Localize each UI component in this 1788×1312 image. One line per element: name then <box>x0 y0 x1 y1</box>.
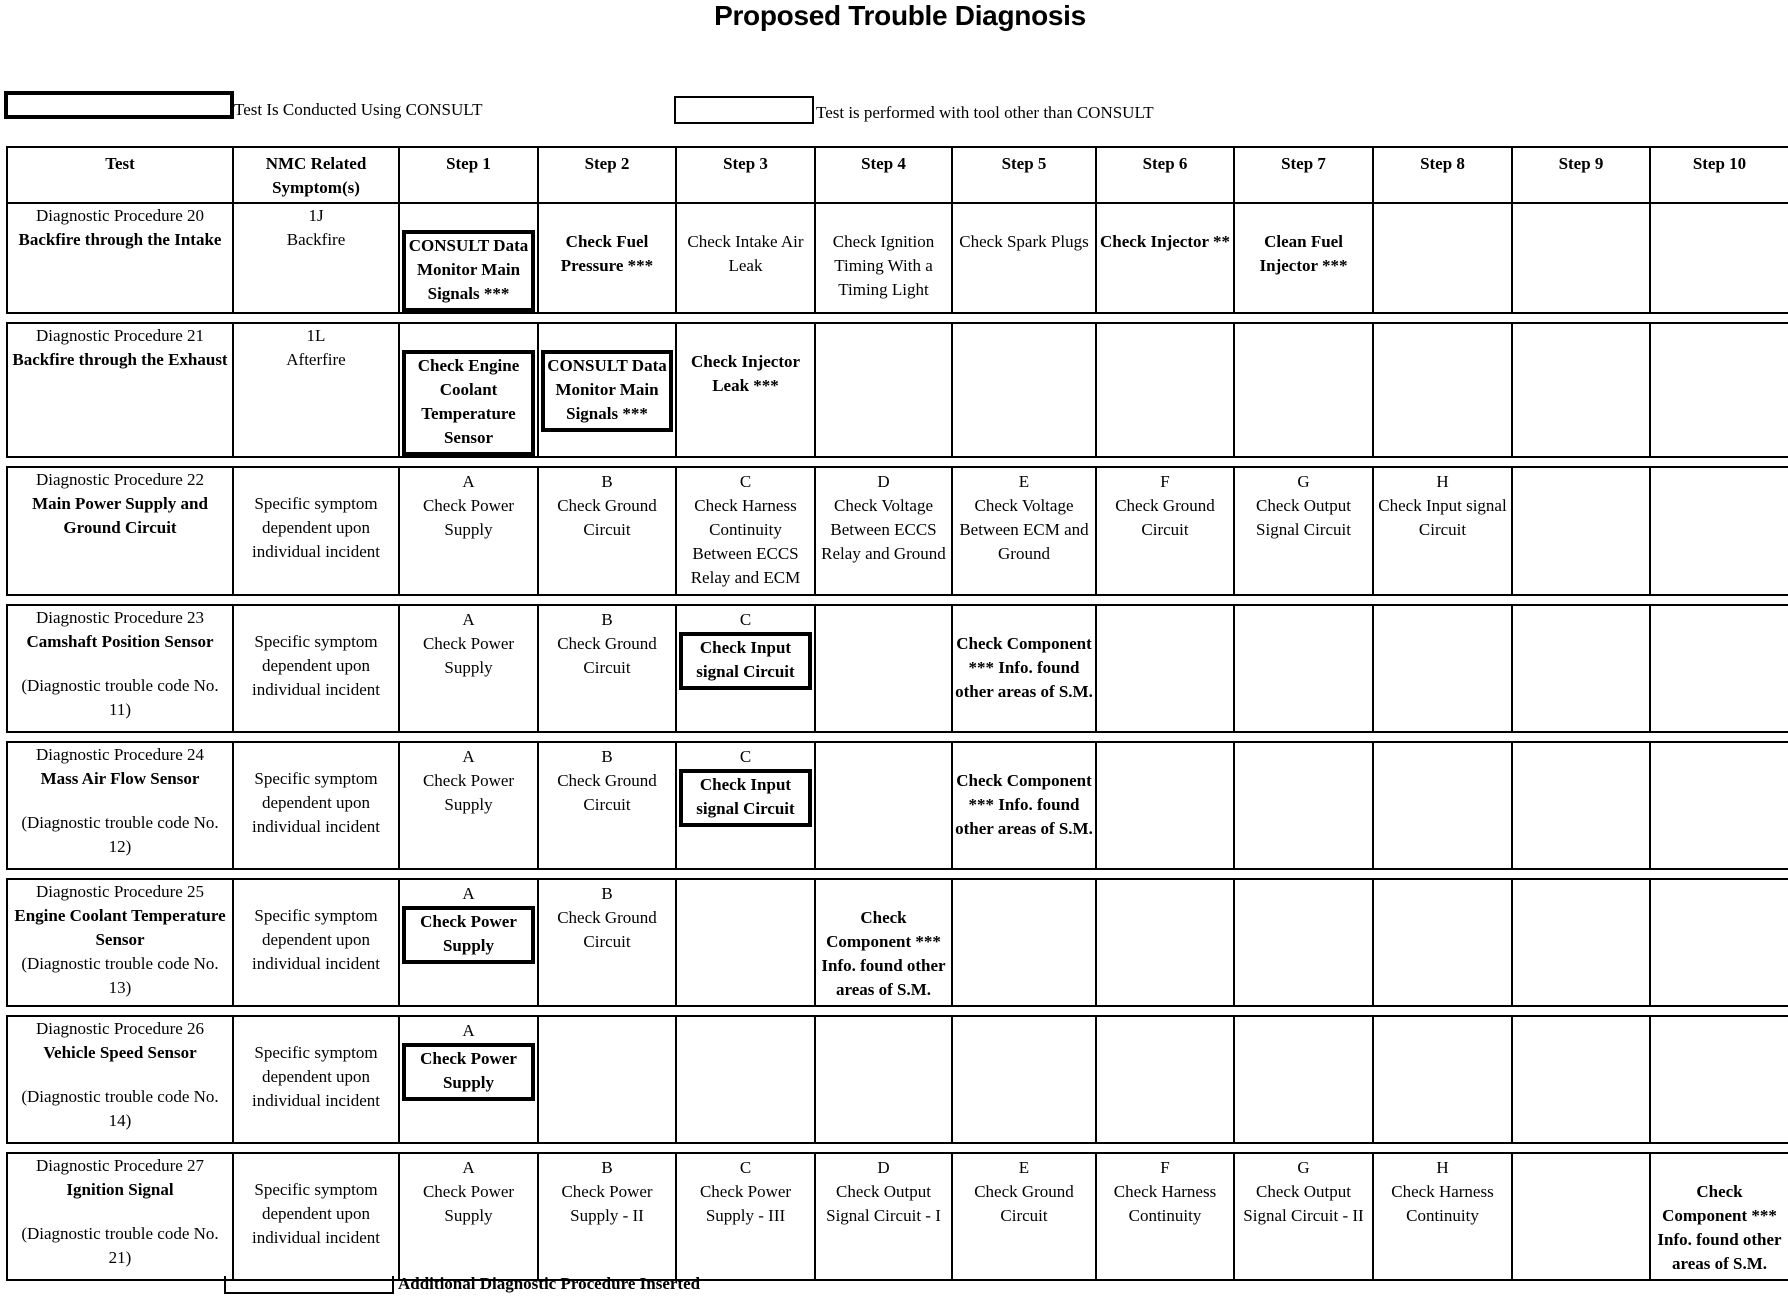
step-label: Check Injector Leak *** <box>690 352 801 395</box>
procedure-name: Camshaft Position Sensor <box>26 632 214 651</box>
step-5-cell <box>952 605 1096 732</box>
footer-legend-swatch <box>224 1276 394 1294</box>
step-6-cell <box>1096 323 1234 457</box>
consult-step-label: Check Input signal Circuit <box>679 632 812 690</box>
step-7-cell <box>1234 203 1373 313</box>
step-letter <box>539 1019 675 1043</box>
step-letter <box>677 1019 814 1043</box>
symptom-code <box>234 606 398 630</box>
table-row <box>7 605 1788 732</box>
step-letter <box>953 608 1095 632</box>
header-step-3: Step 3 <box>676 147 815 203</box>
step-letter <box>1374 206 1511 230</box>
consult-step-label: Check Power Supply <box>402 906 535 964</box>
symptom-cell <box>233 1016 399 1143</box>
step-3-cell <box>676 467 815 595</box>
step-letter: A <box>462 472 475 491</box>
step-label: Check Output Signal Circuit - I <box>826 1182 941 1225</box>
procedure-name: Main Power Supply and Ground Circuit <box>32 494 208 537</box>
consult-step-label: CONSULT Data Monitor Main Signals *** <box>402 230 535 312</box>
step-2-cell <box>538 879 676 1006</box>
symptom-text: Backfire <box>286 230 346 249</box>
step-5-cell <box>952 1153 1096 1280</box>
consult-step-label: Check Input signal Circuit <box>679 769 812 827</box>
step-3-cell <box>676 742 815 869</box>
symptom-cell <box>233 1153 399 1280</box>
step-6-cell <box>1096 1016 1234 1143</box>
header-step-10: Step 10 <box>1650 147 1788 203</box>
step-label: Check Injector ** <box>1100 232 1230 251</box>
table-row <box>7 203 1788 313</box>
step-label: Check Voltage Between ECM and Ground <box>959 496 1089 563</box>
step-letter <box>1097 882 1233 906</box>
procedure-number: Diagnostic Procedure 26 <box>35 1019 205 1038</box>
step-3-cell <box>676 1153 815 1280</box>
step-letter <box>539 206 675 230</box>
procedure-name: Mass Air Flow Sensor <box>40 769 200 788</box>
step-letter: A <box>462 1021 475 1040</box>
procedure-number: Diagnostic Procedure 27 <box>35 1156 205 1175</box>
step-10-cell <box>1650 879 1788 1006</box>
step-label: Check Harness Continuity <box>1113 1182 1217 1225</box>
step-8-cell <box>1373 1016 1512 1143</box>
symptom-text: Specific symptom dependent upon individual incident <box>252 769 380 836</box>
step-1-cell <box>399 203 538 313</box>
header-row <box>7 147 1788 203</box>
row-separator <box>7 732 1788 742</box>
symptom-cell <box>233 467 399 595</box>
step-1-cell <box>399 1016 538 1143</box>
step-label: Check Harness Continuity <box>1391 1182 1494 1225</box>
step-label: Check Ignition Timing With a Timing Light <box>832 232 935 299</box>
step-letter <box>1513 745 1649 769</box>
symptom-cell <box>233 605 399 732</box>
step-2-cell <box>538 742 676 869</box>
symptom-text: Specific symptom dependent upon individual incident <box>252 906 380 973</box>
step-9-cell <box>1512 323 1650 457</box>
step-letter <box>1235 1019 1372 1043</box>
consult-step-label: CONSULT Data Monitor Main Signals *** <box>541 350 673 432</box>
test-cell <box>7 1016 233 1143</box>
step-4-cell <box>815 879 952 1006</box>
step-letter <box>816 745 951 769</box>
table-row <box>7 323 1788 457</box>
header-step-5: Step 5 <box>952 147 1096 203</box>
step-6-cell <box>1096 879 1234 1006</box>
step-letter <box>816 1019 951 1043</box>
step-label: Check Input signal Circuit <box>1378 496 1507 539</box>
step-7-cell <box>1234 742 1373 869</box>
step-letter: B <box>601 472 613 491</box>
table-row <box>7 1153 1788 1280</box>
step-4-cell <box>815 605 952 732</box>
step-letter: D <box>877 1158 890 1177</box>
symptom-cell <box>233 203 399 313</box>
step-4-cell <box>815 742 952 869</box>
step-1-cell <box>399 742 538 869</box>
step-9-cell <box>1512 467 1650 595</box>
header-step-4: Step 4 <box>815 147 952 203</box>
step-letter <box>1513 326 1649 350</box>
step-letter <box>1651 470 1788 494</box>
step-8-cell <box>1373 742 1512 869</box>
procedure-number: Diagnostic Procedure 24 <box>35 745 205 764</box>
step-label: Check Spark Plugs <box>959 232 1089 251</box>
step-8-cell <box>1373 467 1512 595</box>
step-letter <box>1374 745 1511 769</box>
step-5-cell <box>952 742 1096 869</box>
step-letter: H <box>1436 472 1449 491</box>
table-row <box>7 1016 1788 1143</box>
step-2-cell <box>538 467 676 595</box>
procedure-name: Backfire through the Intake <box>18 230 222 249</box>
step-letter <box>816 326 951 350</box>
step-9-cell <box>1512 1153 1650 1280</box>
step-letter: A <box>462 747 475 766</box>
step-letter: B <box>601 610 613 629</box>
step-letter: C <box>739 472 752 491</box>
test-cell <box>7 742 233 869</box>
row-separator <box>7 457 1788 467</box>
step-letter <box>677 206 814 230</box>
trouble-code: (Diagnostic trouble code No. 21) <box>21 1224 219 1267</box>
step-3-cell <box>676 1016 815 1143</box>
step-letter <box>1235 206 1372 230</box>
test-cell <box>7 467 233 595</box>
step-label: Check Power Supply <box>422 771 515 814</box>
step-letter: C <box>739 747 752 766</box>
step-letter <box>1374 326 1511 350</box>
step-letter <box>677 882 814 906</box>
table-row <box>7 467 1788 595</box>
step-1-cell <box>399 605 538 732</box>
legend-other-tool-swatch <box>674 96 814 124</box>
step-letter <box>1513 470 1649 494</box>
row-separator <box>7 1143 1788 1153</box>
step-letter <box>1513 206 1649 230</box>
step-letter: A <box>462 884 475 903</box>
trouble-code: (Diagnostic trouble code No. 13) <box>21 954 219 997</box>
test-cell <box>7 1153 233 1280</box>
step-letter <box>1235 608 1372 632</box>
step-letter <box>1097 745 1233 769</box>
step-letter: C <box>739 610 752 629</box>
step-3-cell <box>676 879 815 1006</box>
step-letter <box>1235 882 1372 906</box>
step-7-cell <box>1234 879 1373 1006</box>
step-label: Check Power Supply <box>422 496 515 539</box>
step-letter <box>400 206 537 230</box>
procedure-number: Diagnostic Procedure 22 <box>35 470 205 489</box>
step-letter <box>539 326 675 350</box>
consult-step-label: Check Engine Coolant Temperature Sensor <box>402 350 535 456</box>
procedure-name: Engine Coolant Temperature Sensor <box>14 906 226 949</box>
symptom-cell <box>233 879 399 1006</box>
step-letter: D <box>877 472 890 491</box>
step-label: Check Ground Circuit <box>974 1182 1074 1225</box>
legend-consult-swatch <box>4 91 234 119</box>
step-10-cell <box>1650 323 1788 457</box>
symptom-text: Specific symptom dependent upon individual incident <box>252 1043 380 1110</box>
test-cell <box>7 203 233 313</box>
header-step-1: Step 1 <box>399 147 538 203</box>
step-letter <box>1513 882 1649 906</box>
symptom-text: Afterfire <box>286 350 346 369</box>
step-letter: G <box>1297 1158 1310 1177</box>
legend-consult-label: Test Is Conducted Using CONSULT <box>234 100 483 119</box>
procedure-name: Vehicle Speed Sensor <box>43 1043 197 1062</box>
table-row <box>7 879 1788 1006</box>
step-2-cell <box>538 1153 676 1280</box>
step-8-cell <box>1373 879 1512 1006</box>
step-7-cell <box>1234 1016 1373 1143</box>
step-label: Check Output Signal Circuit - II <box>1243 1182 1364 1225</box>
step-1-cell <box>399 467 538 595</box>
step-4-cell <box>815 1153 952 1280</box>
step-letter <box>1651 882 1788 906</box>
step-8-cell <box>1373 605 1512 732</box>
symptom-code: 1L <box>306 326 326 345</box>
step-letter <box>1235 745 1372 769</box>
symptom-code <box>234 1154 398 1178</box>
step-letter <box>1097 608 1233 632</box>
step-label: Check Component *** Info. found other areas of S.M. <box>821 908 946 999</box>
step-5-cell <box>952 1016 1096 1143</box>
symptom-code <box>234 1017 398 1041</box>
procedure-number: Diagnostic Procedure 25 <box>35 882 205 901</box>
step-label: Check Output Signal Circuit <box>1256 496 1351 539</box>
header-test: Test <box>7 147 233 203</box>
step-letter: B <box>601 747 613 766</box>
step-5-cell <box>952 203 1096 313</box>
step-1-cell <box>399 323 538 457</box>
step-letter: F <box>1160 472 1170 491</box>
header-symptoms: NMC Related Symptom(s) <box>233 147 399 203</box>
step-letter: C <box>739 1158 752 1177</box>
table-row <box>7 742 1788 869</box>
symptom-text: Specific symptom dependent upon individual incident <box>252 632 380 699</box>
row-separator <box>7 313 1788 323</box>
step-2-cell <box>538 203 676 313</box>
step-label: Check Voltage Between ECCS Relay and Ground <box>821 496 946 563</box>
step-8-cell <box>1373 203 1512 313</box>
step-label: Check Power Supply <box>422 1182 515 1225</box>
step-10-cell <box>1650 742 1788 869</box>
step-label: Check Fuel Pressure *** <box>560 232 654 275</box>
step-2-cell <box>538 323 676 457</box>
symptom-text: Specific symptom dependent upon individual incident <box>252 494 380 561</box>
step-letter <box>1097 326 1233 350</box>
symptom-code <box>234 880 398 904</box>
step-letter <box>1097 1019 1233 1043</box>
step-6-cell <box>1096 742 1234 869</box>
header-step-6: Step 6 <box>1096 147 1234 203</box>
step-10-cell <box>1650 1016 1788 1143</box>
step-7-cell <box>1234 467 1373 595</box>
step-1-cell <box>399 1153 538 1280</box>
step-letter <box>953 1019 1095 1043</box>
test-cell <box>7 605 233 732</box>
step-letter: F <box>1160 1158 1170 1177</box>
row-separator <box>7 1006 1788 1016</box>
step-letter: H <box>1436 1158 1449 1177</box>
step-letter <box>1235 326 1372 350</box>
symptom-code <box>234 468 398 492</box>
step-letter <box>953 882 1095 906</box>
header-step-8: Step 8 <box>1373 147 1512 203</box>
step-letter <box>1513 1156 1649 1180</box>
step-letter <box>677 326 814 350</box>
step-letter <box>1651 1019 1788 1043</box>
step-7-cell <box>1234 605 1373 732</box>
step-10-cell <box>1650 1153 1788 1280</box>
step-letter <box>1374 608 1511 632</box>
step-3-cell <box>676 323 815 457</box>
procedure-name: Backfire through the Exhaust <box>12 350 228 369</box>
step-6-cell <box>1096 1153 1234 1280</box>
step-letter: B <box>601 1158 613 1177</box>
step-letter <box>1651 745 1788 769</box>
trouble-code: (Diagnostic trouble code No. 11) <box>21 676 219 719</box>
consult-step-label: Check Power Supply <box>402 1043 535 1101</box>
step-letter <box>816 206 951 230</box>
step-letter <box>953 206 1095 230</box>
diagnosis-table <box>6 146 1788 1281</box>
footer-legend-label: Additional Diagnostic Procedure Inserted <box>398 1274 701 1293</box>
step-label: Check Ground Circuit <box>1115 496 1215 539</box>
row-separator <box>7 869 1788 879</box>
step-10-cell <box>1650 467 1788 595</box>
step-letter <box>816 608 951 632</box>
step-letter <box>400 326 537 350</box>
test-cell <box>7 323 233 457</box>
step-3-cell <box>676 605 815 732</box>
trouble-code: (Diagnostic trouble code No. 14) <box>21 1087 219 1130</box>
row-separator <box>7 595 1788 605</box>
step-10-cell <box>1650 203 1788 313</box>
step-label: Check Ground Circuit <box>557 496 657 539</box>
step-label: Check Ground Circuit <box>557 771 657 814</box>
step-10-cell <box>1650 605 1788 732</box>
step-label: Check Power Supply <box>422 634 515 677</box>
step-8-cell <box>1373 323 1512 457</box>
header-step-7: Step 7 <box>1234 147 1373 203</box>
step-9-cell <box>1512 605 1650 732</box>
trouble-code: (Diagnostic trouble code No. 12) <box>21 813 219 856</box>
procedure-number: Diagnostic Procedure 23 <box>35 608 205 627</box>
step-8-cell <box>1373 1153 1512 1280</box>
step-letter: B <box>601 884 613 903</box>
procedure-number: Diagnostic Procedure 21 <box>35 326 205 345</box>
step-label: Check Intake Air Leak <box>687 232 804 275</box>
procedure-number: Diagnostic Procedure 20 <box>35 206 205 225</box>
step-label: Check Ground Circuit <box>557 908 657 951</box>
symptom-text: Specific symptom dependent upon individual incident <box>252 1180 380 1247</box>
step-7-cell <box>1234 323 1373 457</box>
step-letter: A <box>462 610 475 629</box>
step-label: Check Component *** Info. found other areas of S.M. <box>1657 1182 1782 1273</box>
step-2-cell <box>538 1016 676 1143</box>
step-letter <box>953 326 1095 350</box>
step-letter <box>1374 882 1511 906</box>
step-label: Check Harness Continuity Between ECCS Relay and ECM <box>690 496 801 587</box>
procedure-name: Ignition Signal <box>66 1180 174 1199</box>
legend-other-tool-label: Test is performed with tool other than CONSULT <box>816 103 1154 122</box>
step-label: Check Power Supply - II <box>561 1182 653 1225</box>
step-letter <box>816 882 951 906</box>
step-letter: G <box>1297 472 1310 491</box>
step-letter <box>1374 1019 1511 1043</box>
step-5-cell <box>952 323 1096 457</box>
test-cell <box>7 879 233 1006</box>
symptom-code: 1J <box>308 206 324 225</box>
step-letter <box>1651 608 1788 632</box>
header-step-2: Step 2 <box>538 147 676 203</box>
step-label: Check Ground Circuit <box>557 634 657 677</box>
symptom-cell <box>233 742 399 869</box>
step-3-cell <box>676 203 815 313</box>
symptom-code <box>234 743 398 767</box>
page-title: Proposed Trouble Diagnosis <box>714 0 1086 31</box>
step-6-cell <box>1096 467 1234 595</box>
step-letter: E <box>1018 472 1030 491</box>
step-4-cell <box>815 1016 952 1143</box>
step-letter <box>1651 206 1788 230</box>
symptom-cell <box>233 323 399 457</box>
step-2-cell <box>538 605 676 732</box>
step-letter <box>953 745 1095 769</box>
step-letter <box>1513 608 1649 632</box>
step-letter <box>1651 1156 1788 1180</box>
step-label: Check Component *** Info. found other areas of S.M. <box>955 771 1093 838</box>
step-label: Clean Fuel Injector *** <box>1259 232 1348 275</box>
step-letter <box>1513 1019 1649 1043</box>
step-label: Check Component *** Info. found other areas of S.M. <box>955 634 1093 701</box>
step-4-cell <box>815 467 952 595</box>
step-letter <box>1097 206 1233 230</box>
step-4-cell <box>815 203 952 313</box>
step-5-cell <box>952 879 1096 1006</box>
step-9-cell <box>1512 879 1650 1006</box>
step-9-cell <box>1512 203 1650 313</box>
step-4-cell <box>815 323 952 457</box>
step-9-cell <box>1512 1016 1650 1143</box>
step-letter: E <box>1018 1158 1030 1177</box>
step-letter <box>1651 326 1788 350</box>
step-9-cell <box>1512 742 1650 869</box>
step-letter: A <box>462 1158 475 1177</box>
step-7-cell <box>1234 1153 1373 1280</box>
step-5-cell <box>952 467 1096 595</box>
step-label: Check Power Supply - III <box>699 1182 792 1225</box>
step-6-cell <box>1096 203 1234 313</box>
header-step-9: Step 9 <box>1512 147 1650 203</box>
step-1-cell <box>399 879 538 1006</box>
step-6-cell <box>1096 605 1234 732</box>
